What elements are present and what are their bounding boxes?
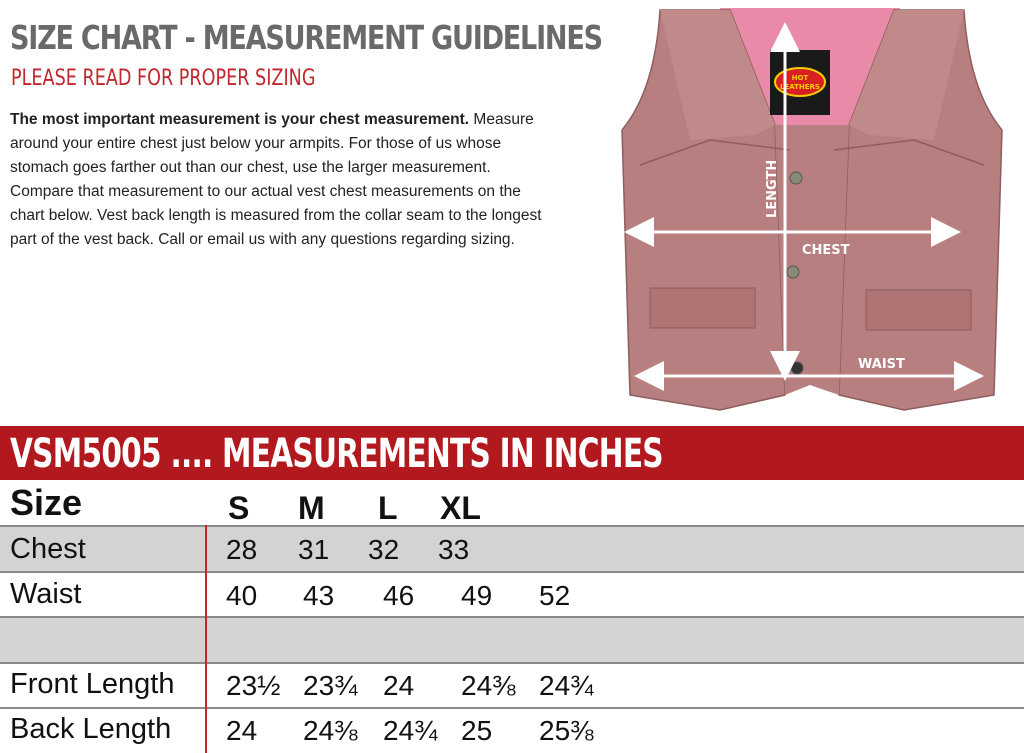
row-label-front-length: Front Length <box>10 668 175 700</box>
table-cell: 24¾ <box>383 715 438 746</box>
length-label: LENGTH <box>765 159 780 218</box>
table-cell: 24 <box>226 715 258 746</box>
table-cell: 24⅜ <box>303 715 358 746</box>
table-cell: 24¾ <box>539 670 594 701</box>
table-cell: 32 <box>368 534 400 565</box>
table-cell: 40 <box>226 580 258 611</box>
table-column-divider <box>205 525 207 753</box>
vest-illustration <box>600 0 1024 420</box>
intro-body: Measure around your entire chest just below your armpits. For those of us whose stomach goes farther out than our chest, use the larger measurement. Compare that measurement to our actual vest chest measurements on the chart below. Vest back length is measured from the collar seam to the longest part of the vest back. Call or email us with any questions regarding sizing. <box>10 111 542 248</box>
table-cell: 23¾ <box>303 670 358 701</box>
table-divider <box>0 707 1024 709</box>
row-label-waist: Waist <box>10 578 82 610</box>
table-cell: 24 <box>383 670 415 701</box>
intro-lead: The most important measurement is your chest measurement. <box>10 111 470 128</box>
table-cell: 43 <box>303 580 335 611</box>
svg-text:LEATHERS: LEATHERS <box>780 83 820 91</box>
page-subtitle: PLEASE READ FOR PROPER SIZING <box>11 66 316 91</box>
row-label-back-length: Back Length <box>10 713 172 745</box>
table-row-blank-bg <box>0 618 1024 662</box>
table-cell: 33 <box>438 534 470 565</box>
table-cell: 31 <box>298 534 330 565</box>
size-m: M <box>298 490 325 526</box>
size-s: S <box>228 490 250 526</box>
table-cell: 23½ <box>226 670 281 701</box>
table-divider <box>0 571 1024 573</box>
table-cell: 49 <box>461 580 493 611</box>
svg-text:HOT: HOT <box>791 74 809 82</box>
table-cell: 52 <box>539 580 571 611</box>
chest-label: CHEST <box>802 243 850 258</box>
size-xl: XL <box>440 490 481 526</box>
table-row-chest-bg <box>0 527 1024 571</box>
brand-logo <box>775 68 825 96</box>
table-divider <box>0 662 1024 664</box>
table-cell: 25 <box>461 715 493 746</box>
row-label-chest: Chest <box>10 533 86 565</box>
intro-paragraph <box>10 108 550 252</box>
size-header: Size <box>10 482 83 523</box>
banner-title: VSM5005 .... MEASUREMENTS IN INCHES <box>10 431 663 477</box>
table-cell: 46 <box>383 580 415 611</box>
table-cell: 25⅜ <box>539 715 594 746</box>
page-title: SIZE CHART - MEASUREMENT GUIDELINES <box>10 18 602 57</box>
waist-label: WAIST <box>858 357 905 372</box>
table-cell: 28 <box>226 534 258 565</box>
size-l: L <box>378 490 398 526</box>
table-cell: 24⅜ <box>461 670 516 701</box>
